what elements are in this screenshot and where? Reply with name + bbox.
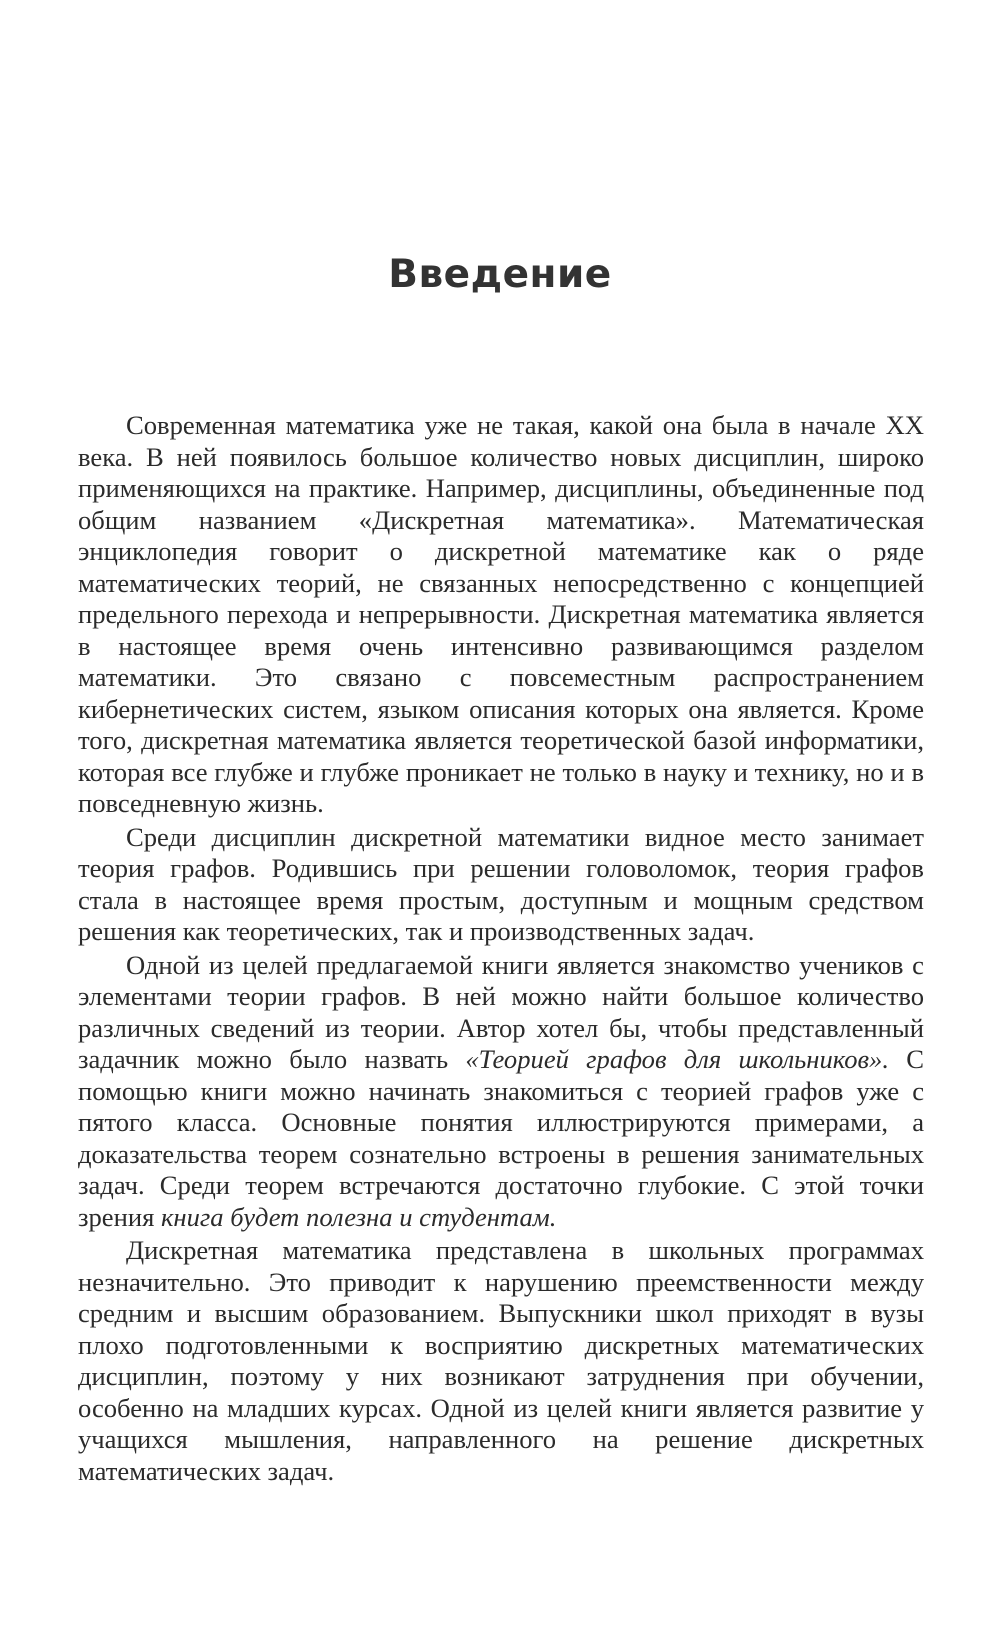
paragraph-3-text-start: Одной из целей предлагаемой книги является знакомство учеников с элементами теории графов. В ней можно найти большое количество различных сведений из теории. Автор хотел бы, чтобы представленный задачник можно было назвать [78,949,924,1074]
paragraph-2: Среди дисциплин дискретной математики видное место занимает теория графов. Родившись при решении головоломок, теория графов стала в настоящее время простым, доступным и мощным средством решения как теоретических, так и производственных задач. [78,821,924,946]
page-title: Введение [388,252,612,297]
body-text [78,410,924,1487]
paragraph-3-text-middle: С помощью книги можно начинать знакомиться с теорией графов уже с пятого класса. Основные понятия иллюстрируются примерами, а доказательства теорем сознательно встроены в решения занимательных задач. Среди теорем встречаются достаточно глубокие. С этой точки зрения [78,1044,925,1232]
students-note-italic: книга будет полезна и студентам. [160,1201,557,1232]
paragraph-3 [78,950,924,1234]
book-nickname-italic: «Теорией графов для школьников». [465,1044,889,1074]
paragraph-1: Современная математика уже не такая, какой она была в начале XX века. В ней появилось большое количество новых дисциплин, широко применяющихся на практике. Например, дисциплины, объединенные под общим названием «Дискретная математика». Математическая энциклопедия говорит о дискретной математике как о ряде математических теорий, не связанных непосредственно с концепцией предельного перехода и непрерывности. Дискретная математика является в настоящее время очень интенсивно развивающимся разделом математики. Это связано с повсеместным распространением кибернетических систем, языком описания которых она является. Кроме того, дискретная математика является теоретической базой информатики, которая все глубже и глубже проникает не только в науку и технику, но и в повседневную жизнь. [78,410,924,818]
paragraph-4: Дискретная математика представлена в школьных программах незначительно. Это приводит к нарушению преемственности между средним и высшим образованием. Выпускники школ приходят в вузы плохо подготовленными к восприятию дискретных математических дисциплин, поэтому у них возникают затруднения при обучении, особенно на младших курсах. Одной из целей книги является развитие у учащихся мышления, направленного на решение дискретных математических задач. [78,1235,924,1486]
